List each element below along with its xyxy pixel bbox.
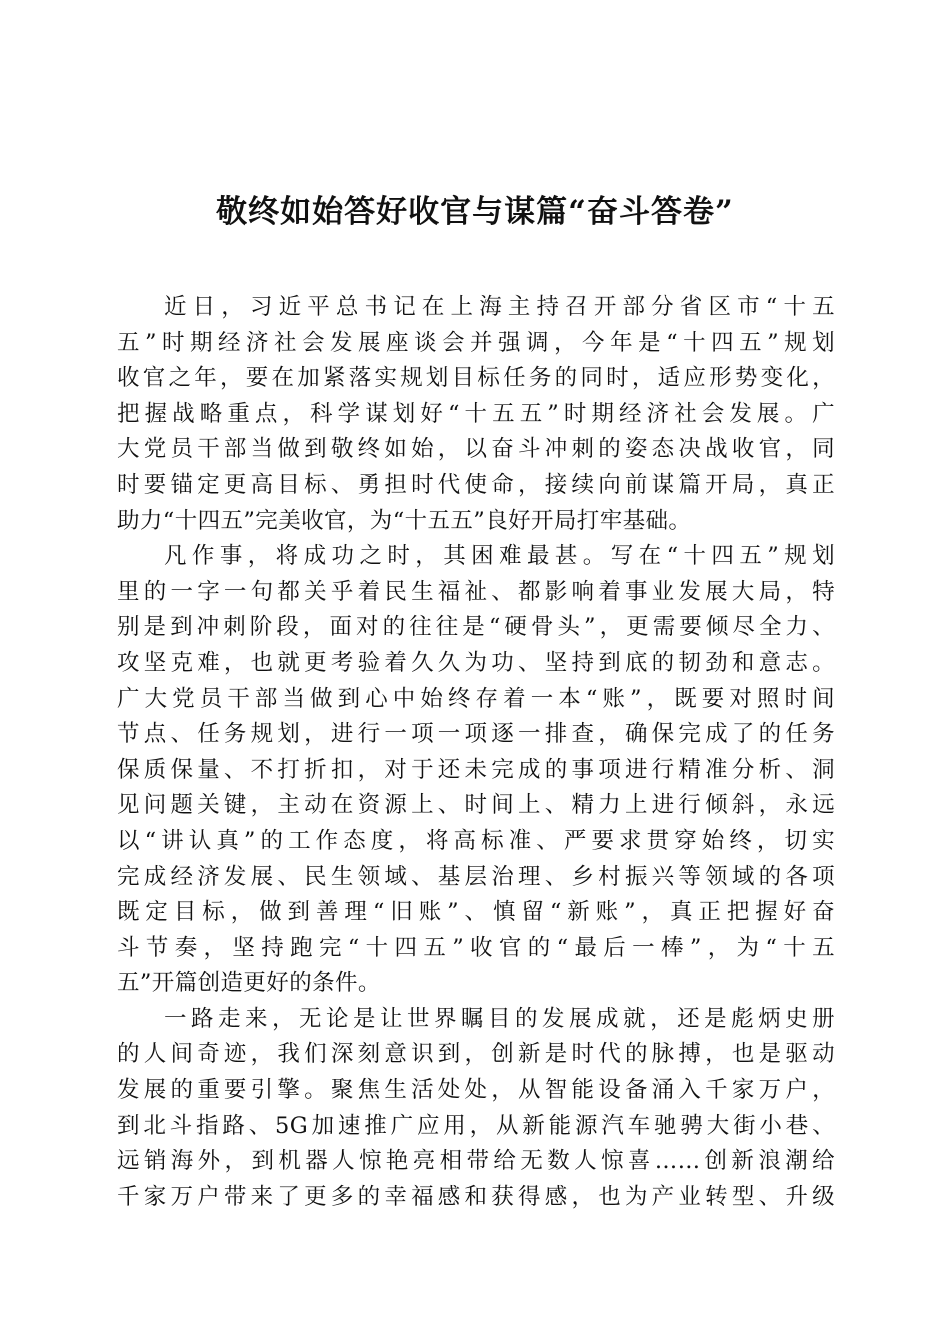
paragraph-1: [117, 290, 835, 539]
text-line: 凡作事，将成功之时，其困难最甚。写在“十四五”规划: [164, 543, 835, 570]
text-line: 斗节奏，坚持跑完“十四五”收官的“最后一棒”，为“十五: [117, 934, 835, 961]
text-line: 助力“十四五”完美收官，为“十五五”良好开局打牢基础。: [117, 507, 692, 534]
text-line: 节点、任务规划，进行一项一项逐一排查，确保完成了的任务: [117, 721, 835, 748]
paragraph-3: [117, 1002, 835, 1216]
text-line: 攻坚克难，也就更考验着久久为功、坚持到底的韧劲和意志。: [117, 649, 835, 676]
paragraph-2: [117, 539, 835, 1002]
text-line: 里的一字一句都关乎着民生福祉、都影响着事业发展大局，特: [117, 578, 835, 605]
text-line: 时要锚定更高目标、勇担时代使命，接续向前谋篇开局，真正: [117, 471, 835, 498]
text-line: 别是到冲刺阶段，面对的往往是“硬骨头”，更需要倾尽全力、: [117, 614, 835, 641]
text-line: 远销海外，到机器人惊艳亮相带给无数人惊喜……创新浪潮给: [117, 1148, 835, 1175]
article-title: 敬终如始答好收官与谋篇“奋斗答卷”: [216, 194, 734, 230]
text-line: 既定目标，做到善理“旧账”、慎留“新账”，真正把握好奋: [117, 899, 835, 926]
text-line: 五”时期经济社会发展座谈会并强调，今年是“十四五”规划: [117, 329, 835, 356]
text-line: 保质保量、不打折扣，对于还未完成的事项进行精准分析、洞: [117, 756, 835, 783]
text-line: 见问题关键，主动在资源上、时间上、精力上进行倾斜，永远: [117, 792, 835, 819]
text-line: 收官之年，要在加紧落实规划目标任务的同时，适应形势变化，: [117, 365, 835, 392]
text-line: 以“讲认真”的工作态度，将高标准、严要求贯穿始终，切实: [117, 827, 835, 854]
text-line: 近日，习近平总书记在上海主持召开部分省区市“十五: [164, 294, 835, 320]
text-line: 千家万户带来了更多的幸福感和获得感，也为产业转型、升级: [117, 1183, 835, 1210]
text-line: 大党员干部当做到敬终如始，以奋斗冲刺的姿态决战收官，同: [117, 436, 835, 463]
text-line: 的人间奇迹，我们深刻意识到，创新是时代的脉搏，也是驱动: [117, 1041, 835, 1068]
text-line: 把握战略重点，科学谋划好“十五五”时期经济社会发展。广: [117, 400, 835, 427]
text-line: 完成经济发展、民生领域、基层治理、乡村振兴等领域的各项: [117, 863, 835, 890]
text-line: 广大党员干部当做到心中始终存着一本“账”，既要对照时间: [117, 685, 835, 712]
text-line: 到北斗指路、5G加速推广应用，从新能源汽车驰骋大街小巷、: [117, 1112, 835, 1139]
article-body: [117, 290, 835, 1215]
text-line: 五”开篇创造更好的条件。: [117, 970, 381, 997]
text-line: 一路走来，无论是让世界瞩目的发展成就，还是彪炳史册: [164, 1005, 835, 1032]
text-line: 发展的重要引擎。聚焦生活处处，从智能设备涌入千家万户，: [117, 1077, 835, 1104]
